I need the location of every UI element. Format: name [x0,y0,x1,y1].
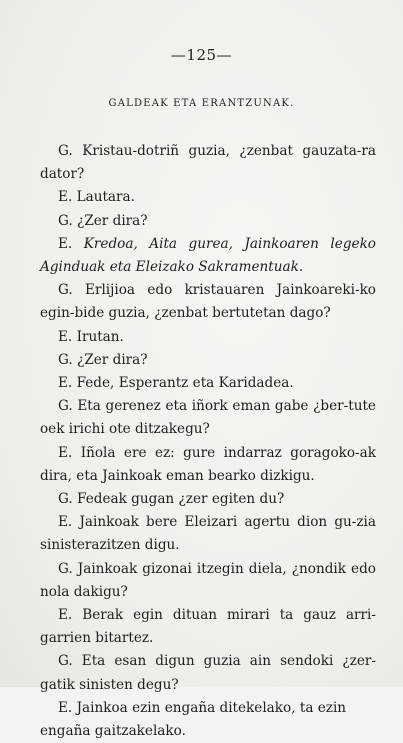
dialogue-paragraph [40,604,376,650]
speaker-label: E. [58,444,73,461]
dialogue-paragraph [40,279,376,325]
dialogue-text: Jainkoak bere Eleizari agertu dion gu-zia sinisterazitzen digu. [40,514,377,554]
speaker-label: G. [58,143,73,159]
speaker-label: G. [58,212,73,229]
page-number: —125— [170,46,233,64]
dialogue-paragraph [40,210,376,233]
dialogue-text: Fedeak gugan ¿zer egiten du? [77,491,285,508]
speaker-label: E. [58,607,73,624]
speaker-label: E. [58,189,73,206]
dialogue-text: ¿Zer dira? [77,212,148,229]
speaker-label: G. [58,398,73,415]
speaker-label: G. [58,351,73,368]
dialogue-paragraph [40,395,376,441]
speaker-label: E. [58,375,73,392]
dialogue-paragraph [40,326,376,349]
dialogue-paragraph [40,140,376,186]
dialogue-text: Erlijioa edo kristauaren Jainkoareki-ko egin-bide guzia, ¿zenbat bertutetan dago? [40,282,376,322]
speaker-label: E. [58,328,73,345]
speaker-label: E. [58,699,73,716]
dialogue-text: Kredoa, Aita gurea, Jainkoaren legeko Aginduak eta Eleizako Sakramentuak. [40,235,376,276]
dialogue-text: Jainkoa ezin engaña ditekelako, ta ezin engaña gaitzakelako. [40,699,347,740]
catechism-dialogue [40,140,376,743]
dialogue-text: Kristau-dotriñ guzia, ¿zenbat gauzata-ra dator? [40,143,377,183]
speaker-label: G. [58,491,73,508]
dialogue-text: Berak egin dituan mirari ta gauz arri-garrien bitartez. [40,607,376,647]
speaker-label: G. [58,560,73,577]
section-title: GALDEAK ETA ERANTZUNAK. [108,98,295,109]
dialogue-paragraph [40,511,376,557]
dialogue-text: Lautara. [76,189,135,206]
dialogue-text: Fede, Esperantz eta Karidadea. [76,375,294,392]
dialogue-text: Eta gerenez eta iñork eman gabe ¿ber-tute oek irichi ote ditzakegu? [40,398,376,438]
dialogue-text: Eta esan digun guzia ain sendoki ¿zer-gatik sinisten degu? [40,653,376,693]
speaker-label: E. [58,514,73,531]
dialogue-text: Iñola ere ez: gure indarraz goragoko-ak dira, eta Jainkoak eman bearko dizkigu. [40,444,376,484]
speaker-label: G. [58,653,73,670]
dialogue-text: ¿Zer dira? [77,351,148,368]
dialogue-paragraph [40,488,376,511]
dialogue-paragraph [40,697,376,743]
dialogue-paragraph [40,372,376,395]
dialogue-text: Jainkoak gizonai itzegin diela, ¿nondik edo nola dakigu? [40,560,376,600]
dialogue-paragraph [40,442,376,488]
dialogue-paragraph [40,558,376,604]
dialogue-paragraph [40,233,376,279]
dialogue-paragraph [40,349,376,372]
dialogue-paragraph [40,650,376,696]
speaker-label: E. [58,235,73,252]
dialogue-text: Irutan. [76,328,124,345]
speaker-label: G. [58,282,73,299]
dialogue-paragraph [40,186,376,209]
